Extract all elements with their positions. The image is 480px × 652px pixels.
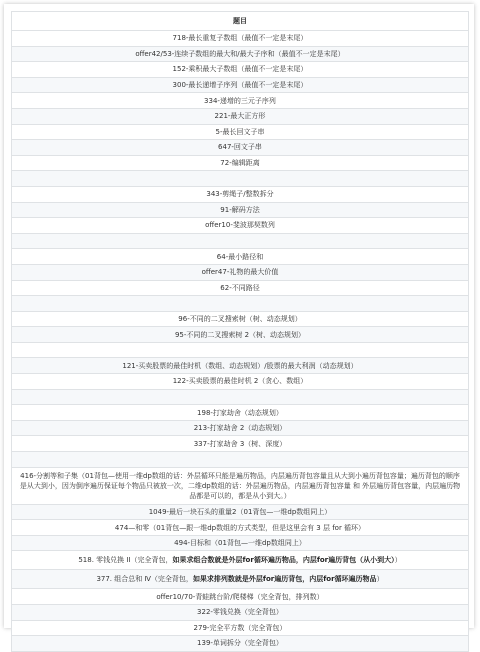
table-row — [12, 62, 469, 78]
table-cell: offer10-斐波那契数列 — [12, 218, 469, 234]
table-cell: 122-买卖股票的最佳时机 2（贪心、数组） — [12, 374, 469, 390]
table-row — [12, 452, 469, 468]
cell-text-prefix: 518. 零钱兑换 II（完全背包， — [78, 556, 173, 565]
table-cell: offer47-礼物的最大价值 — [12, 264, 469, 280]
table-row — [12, 551, 469, 570]
table-cell: 334-递增的三元子序列 — [12, 93, 469, 109]
table-row — [12, 218, 469, 234]
table-row — [12, 31, 469, 47]
table-row — [12, 327, 469, 343]
table-cell: 322-零钱兑换（完全背包） — [12, 605, 469, 621]
table-row — [12, 46, 469, 62]
problems-table — [11, 11, 469, 652]
table-row — [12, 535, 469, 551]
table-row — [12, 296, 469, 312]
cell-text-bold: 如果求排列数就是外层for遍历背包，内层for循环遍历物品 — [192, 575, 377, 584]
table-row — [12, 605, 469, 621]
table-row — [12, 504, 469, 520]
table-cell: 198-打家劫舍（动态规划） — [12, 405, 469, 421]
table-cell: 139-单词拆分（完全背包） — [12, 636, 469, 652]
table-cell — [12, 389, 469, 405]
table-cell: 221-最大正方形 — [12, 108, 469, 124]
table-row — [12, 342, 469, 358]
table-cell: 1049-最后一块石头的重量2（01背包—一维dp数组同上） — [12, 504, 469, 520]
table-cell: 91-解码方法 — [12, 202, 469, 218]
table-cell: 416-分割等和子集（01背包—使用一维dp数组的话：外层循环只能是遍历物品，内层遍历背包容量且从大到小遍历背包容量；遍历背包的顺序是从大到小，因为倒序遍历保证每个物品只被放一次，二维dp数组的话：外层遍历物品，内层遍历背包容量 和 外层遍历背包容量，内层遍历物品都是可以的，都是从小到大。） — [12, 467, 469, 504]
table-row — [12, 93, 469, 109]
table-cell — [12, 171, 469, 187]
table-row — [12, 520, 469, 536]
table-cell — [12, 551, 469, 570]
table-row — [12, 77, 469, 93]
table-cell: 72-编辑距离 — [12, 155, 469, 171]
cell-text-suffix: ） — [376, 575, 384, 584]
table-row — [12, 636, 469, 652]
table-cell: 647-回文子串 — [12, 140, 469, 156]
table-row — [12, 233, 469, 249]
column-header-title: 题目 — [12, 12, 469, 31]
table-row — [12, 171, 469, 187]
table-row — [12, 405, 469, 421]
table-row — [12, 589, 469, 605]
table-cell: 64-最小路径和 — [12, 249, 469, 265]
table-cell: 300-最长递增子序列（最值不一定是末尾） — [12, 77, 469, 93]
table-row — [12, 186, 469, 202]
table-cell: 121-买卖股票的最佳时机（数组、动态规划）/股票的最大利润（动态规划） — [12, 358, 469, 374]
table-cell: 213-打家劫舍 2（动态规划） — [12, 420, 469, 436]
table-cell: 474—和零（01背包—跟一维dp数组的方式类型，但是这里会有 3 层 for 循环） — [12, 520, 469, 536]
table-row — [12, 124, 469, 140]
table-row — [12, 467, 469, 504]
table-row — [12, 436, 469, 452]
table-row — [12, 570, 469, 589]
table-cell — [12, 570, 469, 589]
table-cell: 96-不同的二叉搜索树（树、动态规划） — [12, 311, 469, 327]
table-cell: 62-不同路径 — [12, 280, 469, 296]
table-cell — [12, 452, 469, 468]
table-row — [12, 420, 469, 436]
table-row — [12, 155, 469, 171]
cell-text-bold: 如果求组合数就是外层for循环遍历物品，内层for遍历背包（从小到大） — [172, 556, 395, 565]
table-cell: offer42/53-连续子数组的最大和/最大子序和（最值不一定是末尾） — [12, 46, 469, 62]
table-cell — [12, 296, 469, 312]
table-cell: 95-不同的二叉搜索树 2（树、动态规划） — [12, 327, 469, 343]
table-cell: 718-最长重复子数组（最值不一定是末尾） — [12, 31, 469, 47]
table-cell: 5-最长回文子串 — [12, 124, 469, 140]
table-row — [12, 202, 469, 218]
table-cell: 343-剪绳子/整数拆分 — [12, 186, 469, 202]
table-row — [12, 358, 469, 374]
table-row — [12, 389, 469, 405]
table-cell: offer10/70-青蛙跳台阶/爬楼梯（完全背包，排列数） — [12, 589, 469, 605]
table-row — [12, 264, 469, 280]
table-row — [12, 280, 469, 296]
table-row — [12, 620, 469, 636]
page-frame — [4, 4, 474, 648]
table-row — [12, 140, 469, 156]
table-row — [12, 249, 469, 265]
cell-text-prefix: 377. 组合总和 Ⅳ（完全背包， — [96, 575, 193, 584]
table-cell: 337-打家劫舍 3（树、深度） — [12, 436, 469, 452]
table-header-row — [12, 12, 469, 31]
table-cell: 494-目标和（01背包—一维dp数组同上） — [12, 535, 469, 551]
table-cell — [12, 342, 469, 358]
table-row — [12, 108, 469, 124]
table-body — [12, 31, 469, 652]
table-cell — [12, 233, 469, 249]
table-row — [12, 374, 469, 390]
table-row — [12, 311, 469, 327]
table-cell: 152-乘积最大子数组（最值不一定是末尾） — [12, 62, 469, 78]
table-cell: 279-完全平方数（完全背包） — [12, 620, 469, 636]
cell-text-suffix: ） — [394, 556, 402, 565]
